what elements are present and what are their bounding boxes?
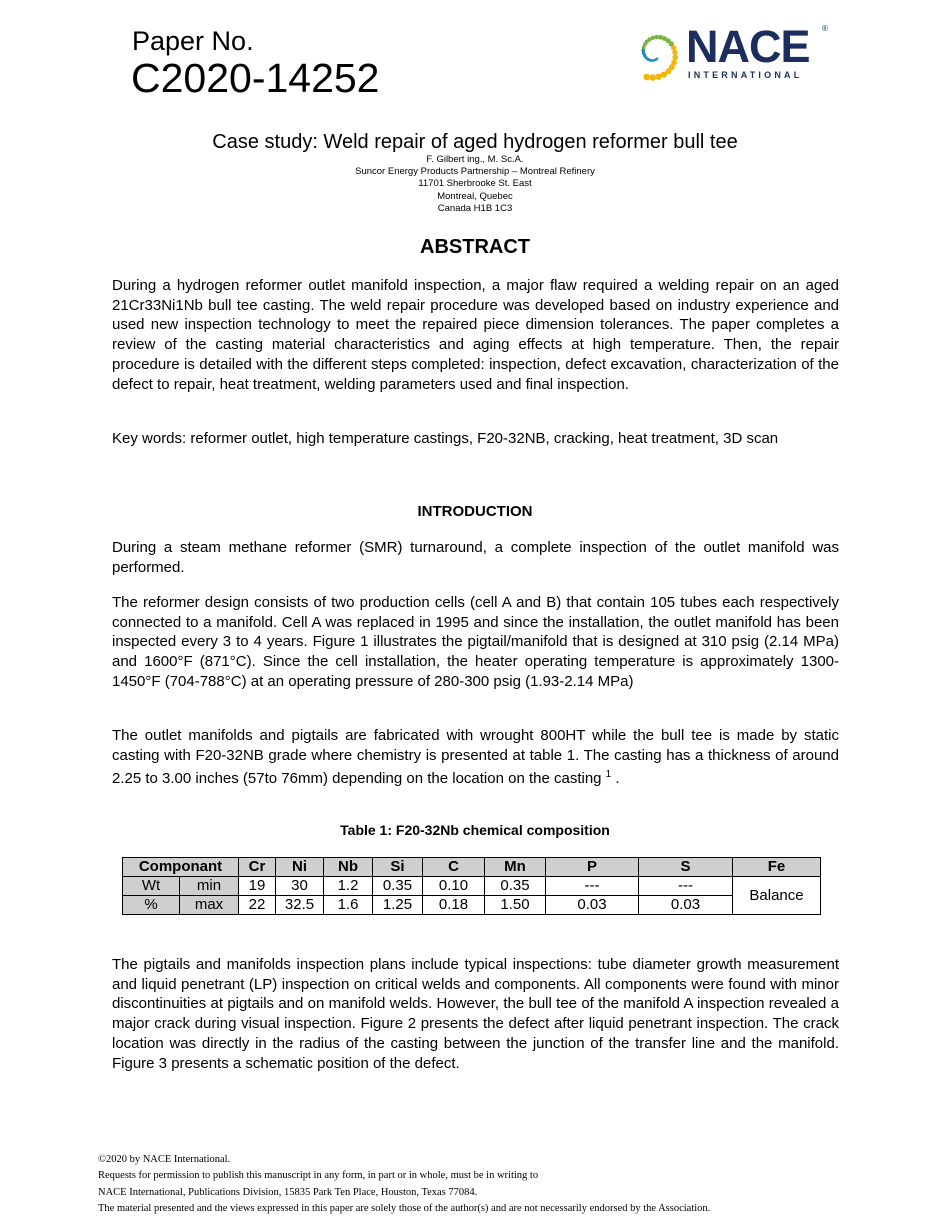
paper-label: Paper No. — [132, 26, 254, 56]
table-row — [123, 896, 821, 915]
table-header-cell: Si — [373, 858, 423, 877]
author-line: Canada H1B 1C3 — [437, 202, 513, 214]
table-cell: 22 — [239, 896, 276, 915]
logo-dot — [644, 74, 651, 81]
abstract-body: During a hydrogen reformer outlet manifold inspection, a major flaw required a welding repair on an aged 21Cr33Ni1Nb bull tee casting. The weld repair procedure was developed based on industry experience and used new inspection technology to meet the repaired piece dimension tolerances. The paper completes a review of the casting material characteristics and aging effects at high temperature. Then, the repair procedure is detailed with the different steps completed: inspection, defect excavation, characterization of the defect to repair, heat treatment, welding parameters used and final inspection. — [112, 277, 839, 393]
row-label: max — [180, 896, 239, 915]
footer-line: NACE International, Publications Division, 15835 Park Ten Place, Houston, Texas 77084. — [98, 1186, 478, 1198]
table-cell: 1.50 — [485, 896, 546, 915]
intro-paragraph-3-text: The outlet manifolds and pigtails are fabricated with wrought 800HT while the bull tee is made by static casting with F20-32NB grade where chemistry is presented at table 1. The casting has a thickness of around 2.25 to 3.00 inches (57to 76mm) depending on the location on the casting — [112, 727, 839, 788]
author-line: 11701 Sherbrooke St. East — [418, 178, 532, 190]
table-cell: 0.10 — [423, 877, 485, 896]
abstract-heading: ABSTRACT — [420, 236, 530, 258]
logo-dot — [650, 74, 657, 81]
logo-dot — [671, 45, 676, 50]
table-header-cell: P — [546, 858, 639, 877]
row-group-label: % — [123, 896, 180, 915]
logo-wordmark: NACE — [686, 21, 810, 72]
table-cell: 1.2 — [324, 877, 373, 896]
logo-dot — [672, 50, 677, 55]
table-cell: --- — [546, 877, 639, 896]
keywords: Key words: reformer outlet, high temperature castings, F20-32NB, cracking, heat treatment, 3D scan — [112, 430, 779, 447]
paper-number: C2020-14252 — [131, 55, 380, 101]
row-label: min — [180, 877, 239, 896]
logo-subtitle: INTERNATIONAL — [688, 70, 803, 80]
table-header-cell: Nb — [324, 858, 373, 877]
table-cell: --- — [639, 877, 733, 896]
table-row — [123, 877, 821, 896]
footer-line: ©2020 by NACE International. — [98, 1154, 231, 1165]
table-cell: 30 — [276, 877, 324, 896]
footer-line: Requests for permission to publish this manuscript in any form, in part or in whole, must be in writing to — [98, 1170, 539, 1182]
footer-line: The material presented and the views expressed in this paper are solely those of the author(s) and are not necessarily endorsed by the Association. — [98, 1202, 711, 1214]
logo-dot — [655, 74, 661, 80]
author-line: Montreal, Quebec — [437, 190, 513, 202]
reference-1: 1 — [605, 769, 612, 781]
nace-logo — [626, 22, 836, 84]
intro-paragraph-3-end: . — [611, 770, 620, 788]
composition-table — [122, 857, 821, 915]
nace-logo-mark — [626, 22, 684, 84]
logo-registered-mark: ® — [822, 24, 828, 33]
author-block — [0, 154, 950, 215]
fe-balance-cell: Balance — [733, 877, 821, 915]
table-header-row — [123, 858, 821, 877]
table-cell: 0.35 — [485, 877, 546, 896]
row-group-label: Wt — [123, 877, 180, 896]
author-line: F. Gilbert ing., M. Sc.A. — [426, 154, 524, 165]
table-header-cell: Mn — [485, 858, 546, 877]
table-header-cell: C — [423, 858, 485, 877]
logo-dot — [672, 55, 678, 61]
table-cell: 0.18 — [423, 896, 485, 915]
intro-paragraph-1: During a steam methane reformer (SMR) turnaround, a complete inspection of the outlet manifold was performed. — [112, 539, 839, 576]
table-cell: 1.6 — [324, 896, 373, 915]
table-header-cell: Fe — [733, 858, 821, 877]
table-cell: 0.03 — [639, 896, 733, 915]
table-cell: 19 — [239, 877, 276, 896]
table-header-cell: Ni — [276, 858, 324, 877]
table-cell: 32.5 — [276, 896, 324, 915]
author-line: Suncor Energy Products Partnership – Montreal Refinery — [355, 166, 595, 178]
table-cell: 0.03 — [546, 896, 639, 915]
intro-paragraph-3 — [112, 726, 839, 789]
intro-paragraph-2: The reformer design consists of two production cells (cell A and B) that contain 105 tubes each respectively connected to a manifold. Cell A was replaced in 1995 and since the installation, the outlet manifold has been inspected every 3 to 4 years. Figure 1 illustrates the pigtail/manifold that is designed at 310 psig (2.14 MPa) and 1600°F (871°C). Since the cell installation, the heater operating temperature is approximately 1300-1450°F (704-788°C) at an operating pressure of 280-300 psig (1.93-2.14 MPa) — [112, 594, 839, 690]
intro-paragraph-4: The pigtails and manifolds inspection plans include typical inspections: tube diameter growth measurement and liquid penetrant (LP) inspection on critical welds and components. All components were found with minor discontinuities at pigtails and on manifold welds. However, the bull tee of the manifold A inspection revealed a major crack during visual inspection. Figure 2 presents the defect after liquid penetrant inspection. The crack location was directly in the radius of the casting between the junction of the transfer line and the manifold. Figure 3 presents a schematic position of the defect. — [112, 956, 839, 1072]
table-cell: 0.35 — [373, 877, 423, 896]
copyright-footer — [98, 1152, 710, 1217]
table-caption: Table 1: F20-32Nb chemical composition — [340, 822, 610, 838]
introduction-heading: INTRODUCTION — [417, 503, 533, 520]
table-header-cell: Cr — [239, 858, 276, 877]
paper-title: Case study: Weld repair of aged hydrogen reformer bull tee — [212, 131, 738, 153]
table-header-cell: S — [639, 858, 733, 877]
table-cell: 1.25 — [373, 896, 423, 915]
table-header-label: Componant — [123, 858, 239, 877]
